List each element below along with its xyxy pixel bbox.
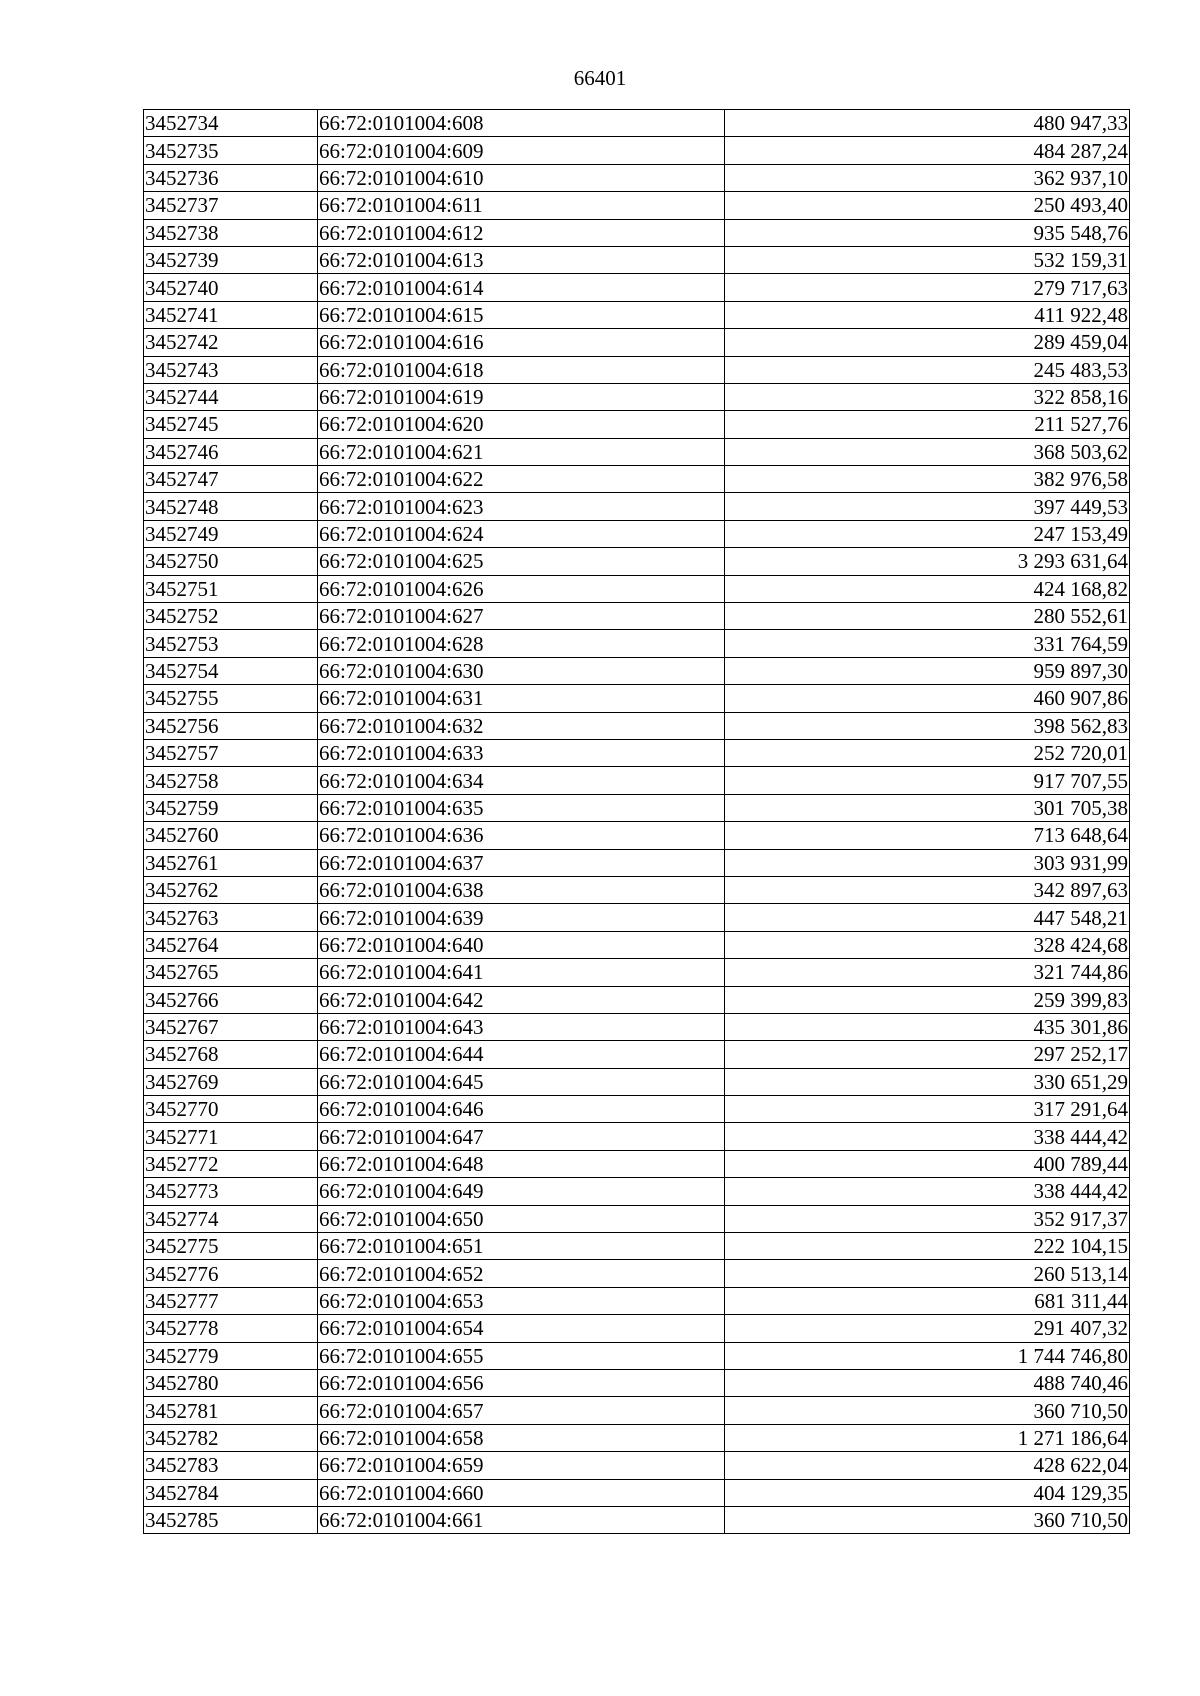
cadastral-value-cell: 681 311,44 [725, 1287, 1130, 1314]
cadastral-value-cell: 303 931,99 [725, 849, 1130, 876]
cadastral-number-cell: 66:72:0101004:645 [318, 1068, 725, 1095]
table-row [144, 986, 1130, 1013]
row-id-cell: 3452778 [144, 1315, 318, 1342]
cadastral-value-cell: 360 710,50 [725, 1397, 1130, 1424]
cadastral-value-cell: 342 897,63 [725, 876, 1130, 903]
row-id-cell: 3452758 [144, 767, 318, 794]
cadastral-value-cell: 338 444,42 [725, 1178, 1130, 1205]
row-id-cell: 3452759 [144, 794, 318, 821]
table-row [144, 493, 1130, 520]
cadastral-value-cell: 382 976,58 [725, 466, 1130, 493]
table-row [144, 767, 1130, 794]
cadastral-number-cell: 66:72:0101004:638 [318, 876, 725, 903]
cadastral-value-cell: 713 648,64 [725, 822, 1130, 849]
cadastral-number-cell: 66:72:0101004:620 [318, 411, 725, 438]
row-id-cell: 3452773 [144, 1178, 318, 1205]
cadastral-number-cell: 66:72:0101004:611 [318, 192, 725, 219]
table-row [144, 301, 1130, 328]
table-row [144, 1068, 1130, 1095]
table-row [144, 1506, 1130, 1533]
cadastral-number-cell: 66:72:0101004:644 [318, 1041, 725, 1068]
cadastral-number-cell: 66:72:0101004:658 [318, 1424, 725, 1451]
cadastral-value-cell: 297 252,17 [725, 1041, 1130, 1068]
row-id-cell: 3452752 [144, 603, 318, 630]
cadastral-value-cell: 250 493,40 [725, 192, 1130, 219]
table-row [144, 1233, 1130, 1260]
cadastral-number-cell: 66:72:0101004:646 [318, 1096, 725, 1123]
cadastral-value-cell: 917 707,55 [725, 767, 1130, 794]
table-row [144, 822, 1130, 849]
row-id-cell: 3452761 [144, 849, 318, 876]
cadastral-number-cell: 66:72:0101004:661 [318, 1506, 725, 1533]
cadastral-number-cell: 66:72:0101004:632 [318, 712, 725, 739]
row-id-cell: 3452740 [144, 274, 318, 301]
table-row [144, 1041, 1130, 1068]
table-row [144, 548, 1130, 575]
row-id-cell: 3452760 [144, 822, 318, 849]
cadastral-number-cell: 66:72:0101004:639 [318, 904, 725, 931]
table-row [144, 630, 1130, 657]
cadastral-value-cell: 280 552,61 [725, 603, 1130, 630]
row-id-cell: 3452754 [144, 657, 318, 684]
table-row [144, 657, 1130, 684]
cadastral-number-cell: 66:72:0101004:616 [318, 329, 725, 356]
cadastral-number-cell: 66:72:0101004:636 [318, 822, 725, 849]
cadastral-number-cell: 66:72:0101004:623 [318, 493, 725, 520]
cadastral-number-cell: 66:72:0101004:609 [318, 137, 725, 164]
row-id-cell: 3452785 [144, 1506, 318, 1533]
table-row [144, 1424, 1130, 1451]
cadastral-number-cell: 66:72:0101004:651 [318, 1233, 725, 1260]
cadastral-value-cell: 3 293 631,64 [725, 548, 1130, 575]
table-row [144, 603, 1130, 630]
cadastral-value-cell: 222 104,15 [725, 1233, 1130, 1260]
cadastral-number-cell: 66:72:0101004:612 [318, 219, 725, 246]
row-id-cell: 3452756 [144, 712, 318, 739]
row-id-cell: 3452742 [144, 329, 318, 356]
table-row [144, 192, 1130, 219]
table-row [144, 1452, 1130, 1479]
cadastral-value-cell: 289 459,04 [725, 329, 1130, 356]
cadastral-value-cell: 362 937,10 [725, 164, 1130, 191]
row-id-cell: 3452763 [144, 904, 318, 931]
cadastral-number-cell: 66:72:0101004:631 [318, 685, 725, 712]
row-id-cell: 3452750 [144, 548, 318, 575]
cadastral-number-cell: 66:72:0101004:615 [318, 301, 725, 328]
row-id-cell: 3452774 [144, 1205, 318, 1232]
cadastral-number-cell: 66:72:0101004:652 [318, 1260, 725, 1287]
cadastral-value-cell: 447 548,21 [725, 904, 1130, 931]
table-row [144, 164, 1130, 191]
cadastral-number-cell: 66:72:0101004:655 [318, 1342, 725, 1369]
table-row [144, 575, 1130, 602]
cadastral-number-cell: 66:72:0101004:628 [318, 630, 725, 657]
table-row [144, 1123, 1130, 1150]
cadastral-value-cell: 338 444,42 [725, 1123, 1130, 1150]
table-row [144, 1315, 1130, 1342]
row-id-cell: 3452745 [144, 411, 318, 438]
cadastral-value-cell: 935 548,76 [725, 219, 1130, 246]
cadastral-value-cell: 322 858,16 [725, 383, 1130, 410]
table-row [144, 1287, 1130, 1314]
table-row [144, 1013, 1130, 1040]
row-id-cell: 3452753 [144, 630, 318, 657]
cadastral-value-cell: 317 291,64 [725, 1096, 1130, 1123]
row-id-cell: 3452736 [144, 164, 318, 191]
cadastral-value-cell: 245 483,53 [725, 356, 1130, 383]
cadastral-value-cell: 435 301,86 [725, 1013, 1130, 1040]
cadastral-number-cell: 66:72:0101004:647 [318, 1123, 725, 1150]
cadastral-number-cell: 66:72:0101004:643 [318, 1013, 725, 1040]
row-id-cell: 3452738 [144, 219, 318, 246]
cadastral-number-cell: 66:72:0101004:635 [318, 794, 725, 821]
row-id-cell: 3452765 [144, 959, 318, 986]
table-row [144, 1369, 1130, 1396]
row-id-cell: 3452749 [144, 520, 318, 547]
cadastral-number-cell: 66:72:0101004:619 [318, 383, 725, 410]
cadastral-value-cell: 1 271 186,64 [725, 1424, 1130, 1451]
table-body [144, 110, 1130, 1534]
cadastral-value-table [143, 109, 1130, 1534]
table-row [144, 438, 1130, 465]
row-id-cell: 3452782 [144, 1424, 318, 1451]
row-id-cell: 3452741 [144, 301, 318, 328]
cadastral-value-cell: 247 153,49 [725, 520, 1130, 547]
cadastral-value-cell: 368 503,62 [725, 438, 1130, 465]
table-row [144, 1397, 1130, 1424]
table-row [144, 712, 1130, 739]
cadastral-number-cell: 66:72:0101004:622 [318, 466, 725, 493]
table-row [144, 520, 1130, 547]
row-id-cell: 3452767 [144, 1013, 318, 1040]
cadastral-value-cell: 484 287,24 [725, 137, 1130, 164]
cadastral-number-cell: 66:72:0101004:649 [318, 1178, 725, 1205]
table-row [144, 959, 1130, 986]
page-number: 66401 [573, 66, 627, 90]
cadastral-number-cell: 66:72:0101004:630 [318, 657, 725, 684]
table-row [144, 1205, 1130, 1232]
cadastral-value-cell: 1 744 746,80 [725, 1342, 1130, 1369]
cadastral-number-cell: 66:72:0101004:660 [318, 1479, 725, 1506]
table-row [144, 329, 1130, 356]
row-id-cell: 3452744 [144, 383, 318, 410]
table-row [144, 466, 1130, 493]
row-id-cell: 3452779 [144, 1342, 318, 1369]
table-row [144, 1479, 1130, 1506]
table-row [144, 1260, 1130, 1287]
row-id-cell: 3452775 [144, 1233, 318, 1260]
cadastral-number-cell: 66:72:0101004:633 [318, 739, 725, 766]
cadastral-number-cell: 66:72:0101004:618 [318, 356, 725, 383]
table-row [144, 356, 1130, 383]
cadastral-number-cell: 66:72:0101004:634 [318, 767, 725, 794]
cadastral-number-cell: 66:72:0101004:626 [318, 575, 725, 602]
table-row [144, 685, 1130, 712]
row-id-cell: 3452764 [144, 931, 318, 958]
cadastral-number-cell: 66:72:0101004:648 [318, 1150, 725, 1177]
row-id-cell: 3452762 [144, 876, 318, 903]
cadastral-number-cell: 66:72:0101004:653 [318, 1287, 725, 1314]
cadastral-number-cell: 66:72:0101004:610 [318, 164, 725, 191]
table-row [144, 383, 1130, 410]
row-id-cell: 3452751 [144, 575, 318, 602]
row-id-cell: 3452746 [144, 438, 318, 465]
row-id-cell: 3452784 [144, 1479, 318, 1506]
table-row [144, 1178, 1130, 1205]
cadastral-value-cell: 352 917,37 [725, 1205, 1130, 1232]
table-row [144, 219, 1130, 246]
cadastral-value-cell: 959 897,30 [725, 657, 1130, 684]
table-row [144, 876, 1130, 903]
row-id-cell: 3452739 [144, 246, 318, 273]
cadastral-number-cell: 66:72:0101004:627 [318, 603, 725, 630]
table-row [144, 904, 1130, 931]
cadastral-value-cell: 328 424,68 [725, 931, 1130, 958]
cadastral-number-cell: 66:72:0101004:637 [318, 849, 725, 876]
cadastral-number-cell: 66:72:0101004:650 [318, 1205, 725, 1232]
row-id-cell: 3452766 [144, 986, 318, 1013]
table-row [144, 1096, 1130, 1123]
table-row [144, 274, 1130, 301]
row-id-cell: 3452757 [144, 739, 318, 766]
cadastral-number-cell: 66:72:0101004:621 [318, 438, 725, 465]
row-id-cell: 3452755 [144, 685, 318, 712]
cadastral-number-cell: 66:72:0101004:656 [318, 1369, 725, 1396]
row-id-cell: 3452772 [144, 1150, 318, 1177]
cadastral-number-cell: 66:72:0101004:641 [318, 959, 725, 986]
cadastral-value-cell: 428 622,04 [725, 1452, 1130, 1479]
row-id-cell: 3452743 [144, 356, 318, 383]
cadastral-value-cell: 397 449,53 [725, 493, 1130, 520]
cadastral-value-cell: 211 527,76 [725, 411, 1130, 438]
row-id-cell: 3452770 [144, 1096, 318, 1123]
cadastral-number-cell: 66:72:0101004:625 [318, 548, 725, 575]
row-id-cell: 3452776 [144, 1260, 318, 1287]
row-id-cell: 3452768 [144, 1041, 318, 1068]
row-id-cell: 3452783 [144, 1452, 318, 1479]
cadastral-value-cell: 532 159,31 [725, 246, 1130, 273]
cadastral-value-cell: 360 710,50 [725, 1506, 1130, 1533]
cadastral-value-cell: 330 651,29 [725, 1068, 1130, 1095]
cadastral-value-cell: 331 764,59 [725, 630, 1130, 657]
cadastral-value-cell: 301 705,38 [725, 794, 1130, 821]
table-row [144, 1342, 1130, 1369]
cadastral-value-cell: 252 720,01 [725, 739, 1130, 766]
cadastral-value-cell: 480 947,33 [725, 110, 1130, 137]
cadastral-number-cell: 66:72:0101004:613 [318, 246, 725, 273]
cadastral-value-cell: 400 789,44 [725, 1150, 1130, 1177]
table-row [144, 246, 1130, 273]
cadastral-number-cell: 66:72:0101004:608 [318, 110, 725, 137]
cadastral-value-cell: 488 740,46 [725, 1369, 1130, 1396]
table-row [144, 411, 1130, 438]
cadastral-value-cell: 279 717,63 [725, 274, 1130, 301]
row-id-cell: 3452781 [144, 1397, 318, 1424]
cadastral-number-cell: 66:72:0101004:657 [318, 1397, 725, 1424]
cadastral-value-cell: 424 168,82 [725, 575, 1130, 602]
cadastral-number-cell: 66:72:0101004:642 [318, 986, 725, 1013]
cadastral-value-cell: 260 513,14 [725, 1260, 1130, 1287]
cadastral-value-cell: 411 922,48 [725, 301, 1130, 328]
cadastral-value-cell: 460 907,86 [725, 685, 1130, 712]
table-row [144, 739, 1130, 766]
cadastral-value-cell: 398 562,83 [725, 712, 1130, 739]
table-row [144, 110, 1130, 137]
row-id-cell: 3452769 [144, 1068, 318, 1095]
cadastral-value-cell: 291 407,32 [725, 1315, 1130, 1342]
row-id-cell: 3452747 [144, 466, 318, 493]
table-row [144, 931, 1130, 958]
table-row [144, 1150, 1130, 1177]
cadastral-number-cell: 66:72:0101004:659 [318, 1452, 725, 1479]
cadastral-value-cell: 321 744,86 [725, 959, 1130, 986]
row-id-cell: 3452780 [144, 1369, 318, 1396]
cadastral-number-cell: 66:72:0101004:640 [318, 931, 725, 958]
table-row [144, 849, 1130, 876]
row-id-cell: 3452748 [144, 493, 318, 520]
cadastral-number-cell: 66:72:0101004:614 [318, 274, 725, 301]
row-id-cell: 3452734 [144, 110, 318, 137]
cadastral-number-cell: 66:72:0101004:624 [318, 520, 725, 547]
row-id-cell: 3452777 [144, 1287, 318, 1314]
cadastral-number-cell: 66:72:0101004:654 [318, 1315, 725, 1342]
table-row [144, 794, 1130, 821]
cadastral-value-cell: 404 129,35 [725, 1479, 1130, 1506]
row-id-cell: 3452735 [144, 137, 318, 164]
row-id-cell: 3452737 [144, 192, 318, 219]
cadastral-value-cell: 259 399,83 [725, 986, 1130, 1013]
row-id-cell: 3452771 [144, 1123, 318, 1150]
table-row [144, 137, 1130, 164]
